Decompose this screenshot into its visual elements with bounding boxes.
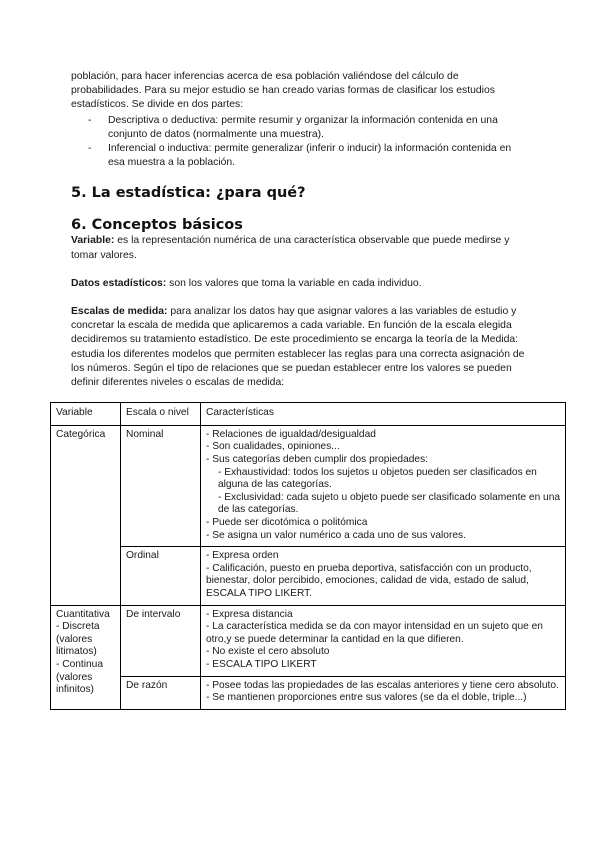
nominal-line: - Puede ser dicotómica o politómica — [206, 517, 368, 528]
header-variable: Variable — [51, 403, 121, 426]
nominal-line: - Se asigna un valor numérico a cada uno de sus valores. — [206, 529, 466, 541]
cuantitativa-line: litimatos) — [56, 646, 97, 658]
list-dash: - — [88, 114, 92, 126]
part-descriptive: Descriptiva o deductiva: permite resumir y organizar la información contenida en una conjunto de datos (normalmente una muestra). — [108, 114, 498, 140]
cuantitativa-line: - Discreta — [56, 621, 100, 633]
intervalo-line: - No existe el cero absoluto — [206, 646, 330, 658]
table-row — [51, 676, 566, 709]
intro-paragraph: población, para hacer inferencias acerca de esa población valiéndose del cálculo de probabilidades. Para su mejor estudio se han creado varias formas de clasificar los estudios estadísticos. Se divide en dos partes: — [71, 71, 495, 111]
variable-term: Variable: — [71, 235, 115, 247]
section-6-heading: 6. Conceptos básicos — [71, 217, 243, 234]
part-inferential: Inferencial o inductiva: permite generalizar (inferir o inducir) la información contenida en esa muestra a la población. — [108, 143, 512, 169]
intervalo-line: - La característica medida se da con mayor intensidad en un sujeto que en otro,y se puede determinar la cantidad en la que difieren. — [206, 621, 543, 645]
escalas-text: para analizar los datos hay que asignar valores a las variables de estudio y concretar la escala de medida que aplicaremos a cada variable. En función de la escala elegida decidiremos su tratamiento estadístico. De este procedimiento se encarga la teoría de la Medida: estudia los diferentes modelos que permiten establecer las reglas para una correcta asignación de los números. Según el tipo de relaciones que se puedan establecer entre los valores se pueden definir diferentes niveles o escalas de medida: — [71, 306, 525, 389]
cell-razon: De razón — [121, 676, 201, 709]
razon-line: - Posee todas las propiedades de las escalas anteriores y tiene cero absoluto. — [206, 679, 559, 691]
statistics-parts-list — [88, 114, 529, 171]
list-item — [88, 142, 529, 170]
variable-text: es la representación numérica de una característica observable que puede medirse y tomar valores. — [71, 235, 510, 261]
intervalo-line: - ESCALA TIPO LIKERT — [206, 658, 317, 670]
nominal-line: - Sus categorías deben cumplir dos propiedades: — [206, 454, 428, 466]
table-row — [51, 425, 566, 546]
cell-nominal-characteristics — [201, 425, 566, 546]
escalas-term: Escalas de medida: — [71, 306, 168, 318]
ordinal-line: - Expresa orden — [206, 550, 279, 562]
scales-table — [50, 402, 566, 709]
datos-term: Datos estadísticos: — [71, 277, 167, 289]
cuantitativa-line: Cuantitativa — [56, 608, 110, 620]
cell-intervalo-characteristics — [201, 605, 566, 676]
intervalo-line: - Expresa distancia — [206, 608, 293, 620]
table-row — [51, 547, 566, 605]
cuantitativa-line: (valores — [56, 671, 93, 683]
table-row — [51, 605, 566, 676]
nominal-subline: - Exclusividad: cada sujeto u objeto puede ser clasificado solamente en una de las categorías. — [218, 491, 561, 516]
header-escala: Escala o nivel — [121, 403, 201, 426]
list-dash: - — [88, 143, 92, 155]
nominal-subline: - Exhaustividad: todos los sujetos u objetos pueden ser clasificados en alguna de las categorías. — [218, 466, 537, 491]
datos-text: son los valores que toma la variable en cada individuo. — [166, 277, 422, 289]
ordinal-line: - Calificación, puesto en prueba deportiva, satisfacción con un producto, bienestar, dolor percibido, emociones, calidad de vida, estado de salud, ESCALA TIPO LIKERT. — [206, 562, 532, 599]
nominal-line: - Son cualidades, opiniones... — [206, 441, 340, 453]
cuantitativa-line: infinitos) — [56, 684, 94, 696]
header-caracteristicas: Características — [201, 403, 566, 426]
table-header-row — [51, 403, 566, 426]
section-5-heading: 5. La estadística: ¿para qué? — [71, 185, 306, 202]
cell-cuantitativa — [51, 605, 121, 709]
cell-categorica: Categórica — [51, 425, 121, 605]
cell-ordinal: Ordinal — [121, 547, 201, 605]
variable-definition — [71, 234, 529, 262]
cell-razon-characteristics — [201, 676, 566, 709]
cell-ordinal-characteristics — [201, 547, 566, 605]
cuantitativa-line: (valores — [56, 633, 93, 645]
cell-nominal: Nominal — [121, 425, 201, 546]
razon-line: - Se mantienen proporciones entre sus valores (se da el doble, triple...) — [206, 692, 527, 704]
datos-definition — [71, 277, 529, 291]
cuantitativa-line: - Continua — [56, 658, 104, 670]
cell-intervalo: De intervalo — [121, 605, 201, 676]
escalas-definition — [71, 305, 529, 390]
list-item — [88, 114, 529, 142]
nominal-line: - Relaciones de igualdad/desigualdad — [206, 428, 376, 440]
